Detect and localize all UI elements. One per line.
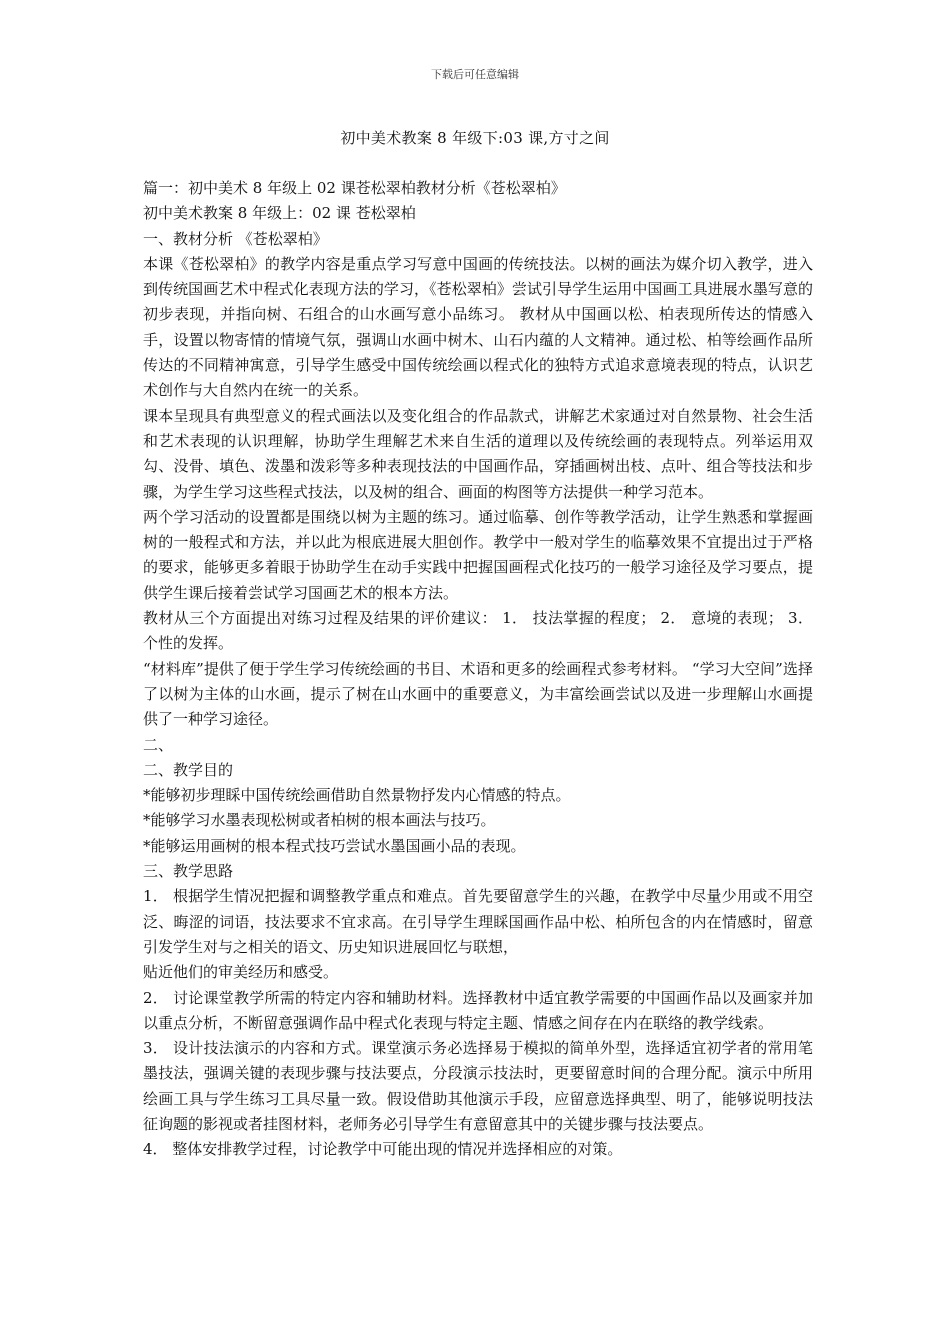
paragraph-evaluation: 教材从三个方面提出对练习过程及结果的评价建议： 1． 技法掌握的程度； 2． 意境的表现； 3． 个性的发挥。 [143,609,813,653]
approach-item-3: 3． 设计技法演示的内容和方式。课堂演示务必选择易于模拟的简单外型，选择适宜初学者的常用笔墨技法，强调关键的表现步骤与技法要点，分段演示技法时，更要留意时间的合理分配。演示中所用绘画工具与学生练习工具尽量一致。假设借助其他演示手段，应留意选择典型、明了，能够说明技法征询题的影视或者挂图材料，老师务必引导学生有意留意其中的关键步骤与技法要点。 [143,1039,813,1133]
paragraph-methods: 课本呈现具有典型意义的程式画法以及变化组合的作品款式，讲解艺术家通过对自然景物、社会生活和艺术表现的认识理解，协助学生理解艺术来自生活的道理以及传统绘画的表现特点。列举运用双勾、没骨、填色、泼墨和泼彩等多种表现技法的中国画作品，穿插画树出枝、点叶、组合等技法和步骤，为学生学习这些程式技法，以及树的组合、画面的构图等方法提供一种学习范本。 [143,406,813,501]
section-heading-analysis: 一、教材分析 《苍松翠柏》 [143,229,328,248]
section-heading-approach: 三、教学思路 [143,862,234,881]
lesson-heading: 初中美术教案 8 年级上：02 课 苍松翠柏 [143,204,416,223]
paragraph-materials: “材料库”提供了便于学生学习传统绘画的书目、术语和更多的绘画程式参考材料。 “学习大空间”选择了以树为主体的山水画，提示了树在山水画中的重要意义，为丰富绘画尝试以及进一步理解山水画提供了一种学习途径。 [143,659,813,729]
approach-item-4: 4． 整体安排教学过程，讨论教学中可能出现的情况并选择相应的对策。 [143,1140,623,1159]
goal-item: *能够学习水墨表现松树或者柏树的根本画法与技巧。 [143,811,496,830]
goal-item: *能够运用画树的根本程式技巧尝试水墨国画小品的表现。 [143,836,526,855]
paragraph-intro: 本课《苍松翠柏》的教学内容是重点学习写意中国画的传统技法。以树的画法为媒介切入教学，进入到传统国画艺术中程式化表现方法的学习，《苍松翠柏》尝试引导学生运用中国画工具进展水墨写意的初步表现，并指向树、石组合的山水画写意小品练习。 教材从中国画以松、柏表现所传达的情感入手，设置以物寄情的情境气氛，强调山水画中树木、山石内蕴的人文精神。通过松、柏等绘画作品所传达的不同精神寓意，引导学生感受中国传统绘画以程式化的独特方式追求意境表现的特点，认识艺术创作与大自然内在统一的关系。 [143,254,813,400]
page-header: 下载后可任意编辑 [431,68,519,81]
approach-item-1: 1． 根据学生情况把握和调整教学重点和难点。首先要留意学生的兴趣，在教学中尽量少用或不用空泛、晦涩的词语，技法要求不宜求高。在引导学生理睬国画作品中松、柏所包含的内在情感时，留意引发学生对与之相关的语文、历史知识进展回忆与联想， [143,887,813,956]
paragraph-activities: 两个学习活动的设置都是围绕以树为主题的练习。通过临摹、创作等教学活动，让学生熟悉和掌握画树的一般程式和方法，并以此为根底进展大胆创作。教学中一般对学生的临摹效果不宜提出过于严格的要求，能够更多着眼于协助学生在动手实践中把握国画程式化技巧的一般学习途径及学习要点，提供学生课后接着尝试学习国画艺术的根本方法。 [143,507,813,602]
section-two-stub: 二、 [143,735,174,754]
approach-item-1-continued: 贴近他们的审美经历和感受。 [143,963,339,982]
document-body [143,176,813,1163]
goal-item: *能够初步理睬中国传统绘画借助自然景物抒发内心情感的特点。 [143,786,571,805]
approach-item-2: 2． 讨论课堂教学所需的特定内容和辅助材料。选择教材中适宜教学需要的中国画作品以及画家并加以重点分析，不断留意强调作品中程式化表现与特定主题、情感之间存在内在联络的教学线索。 [143,988,813,1032]
section-heading-part1: 篇一：初中美术 8 年级上 02 课苍松翠柏教材分析《苍松翠柏》 [143,179,566,197]
section-heading-goals: 二、教学目的 [143,760,234,779]
document-title: 初中美术教案 8 年级下:03 课,方寸之间 [340,129,610,147]
